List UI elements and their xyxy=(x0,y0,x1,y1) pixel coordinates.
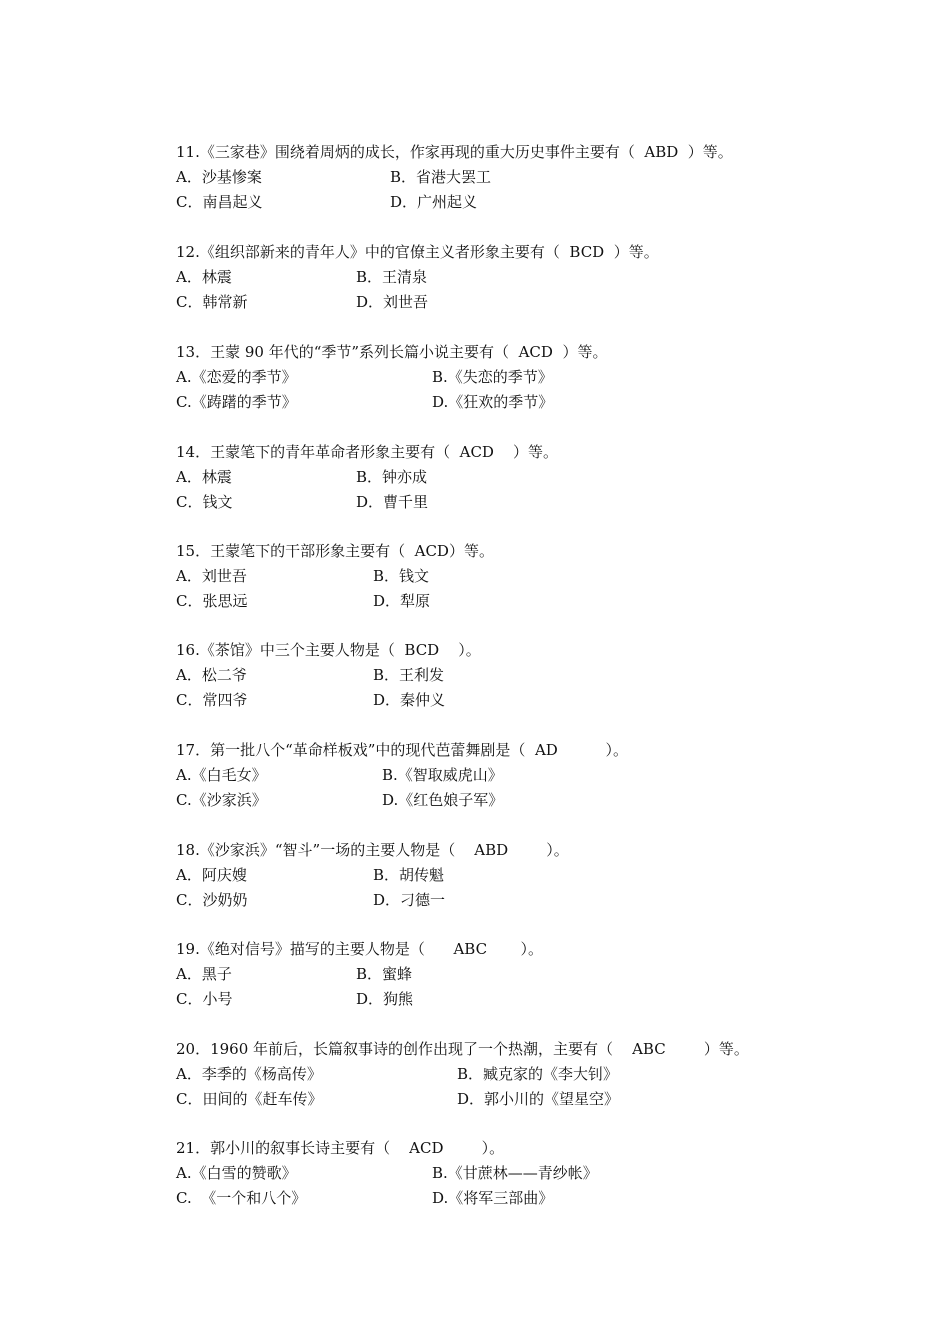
option-row xyxy=(176,1186,876,1211)
option-a: A．李季的《杨高传》 xyxy=(176,1065,322,1083)
option-row xyxy=(176,788,876,813)
option-d: D.《将军三部曲》 xyxy=(432,1189,554,1207)
option-a: A．黑子 xyxy=(176,965,232,983)
question-18 xyxy=(176,838,876,913)
option-c: C.《沙家浜》 xyxy=(176,791,267,809)
option-row xyxy=(176,165,876,190)
question-14 xyxy=(176,440,876,515)
option-d: D．狗熊 xyxy=(356,990,414,1008)
option-row xyxy=(176,589,876,614)
option-a: A.《恋爱的季节》 xyxy=(176,368,297,386)
option-c: C．钱文 xyxy=(176,493,233,511)
option-row xyxy=(176,763,876,788)
option-row xyxy=(176,863,876,888)
question-stem: 11.《三家巷》围绕着周炳的成长，作家再现的重大历史事件主要有（ ABD ）等。 xyxy=(176,143,733,161)
option-d: D.《狂欢的季节》 xyxy=(432,393,554,411)
option-a: A．林震 xyxy=(176,468,232,486)
question-stem: 19.《绝对信号》描写的主要人物是（ ABC ）。 xyxy=(176,940,543,958)
option-c: C.《踌躇的季节》 xyxy=(176,393,297,411)
option-b: B.《智取威虎山》 xyxy=(382,766,503,784)
option-c: C．沙奶奶 xyxy=(176,891,248,909)
option-row xyxy=(176,190,876,215)
option-c: C．田间的《赶车传》 xyxy=(176,1090,323,1108)
option-row xyxy=(176,465,876,490)
option-row xyxy=(176,290,876,315)
option-a: A.《白毛女》 xyxy=(176,766,267,784)
question-13 xyxy=(176,340,876,415)
question-20 xyxy=(176,1037,876,1112)
question-11 xyxy=(176,140,876,215)
option-row xyxy=(176,390,876,415)
option-row xyxy=(176,1087,876,1112)
question-stem: 13．王蒙 90 年代的“季节”系列长篇小说主要有（ ACD ）等。 xyxy=(176,343,608,361)
option-a: A．林震 xyxy=(176,268,232,286)
option-d: D．刁德一 xyxy=(373,891,446,909)
option-row xyxy=(176,962,876,987)
option-row xyxy=(176,1161,876,1186)
option-d: D．曹千里 xyxy=(356,493,429,511)
option-a: A．刘世吾 xyxy=(176,567,247,585)
option-b: B．蜜蜂 xyxy=(356,965,413,983)
option-row xyxy=(176,663,876,688)
option-b: B.《失恋的季节》 xyxy=(432,368,553,386)
option-d: D．刘世吾 xyxy=(356,293,429,311)
question-16 xyxy=(176,638,876,713)
question-15 xyxy=(176,539,876,614)
option-d: D．犁原 xyxy=(373,592,431,610)
question-12 xyxy=(176,240,876,315)
option-b: B．钟亦成 xyxy=(356,468,428,486)
option-row xyxy=(176,987,876,1012)
option-d: D.《红色娘子军》 xyxy=(382,791,504,809)
question-stem: 12.《组织部新来的青年人》中的官僚主义者形象主要有（ BCD ）等。 xyxy=(176,243,659,261)
option-row xyxy=(176,365,876,390)
option-row xyxy=(176,1062,876,1087)
option-b: B.《甘蔗林——青纱帐》 xyxy=(432,1164,598,1182)
option-c: C. 《一个和八个》 xyxy=(176,1189,307,1207)
question-19 xyxy=(176,937,876,1012)
question-stem: 21．郭小川的叙事长诗主要有（ ACD ）。 xyxy=(176,1139,505,1157)
question-21 xyxy=(176,1136,876,1211)
option-row xyxy=(176,888,876,913)
question-stem: 14．王蒙笔下的青年革命者形象主要有（ ACD ）等。 xyxy=(176,443,559,461)
option-c: C．小号 xyxy=(176,990,233,1008)
option-a: A.《白雪的赞歌》 xyxy=(176,1164,297,1182)
option-b: B．钱文 xyxy=(373,567,430,585)
option-d: D．秦仲义 xyxy=(373,691,446,709)
option-b: B．王利发 xyxy=(373,666,445,684)
option-a: A．松二爷 xyxy=(176,666,247,684)
option-b: B．王清泉 xyxy=(356,268,428,286)
option-b: B．省港大罢工 xyxy=(390,168,492,186)
question-stem: 20．1960 年前后，长篇叙事诗的创作出现了一个热潮，主要有（ ABC ）等。 xyxy=(176,1040,749,1058)
option-d: D．广州起义 xyxy=(390,193,478,211)
option-c: C．常四爷 xyxy=(176,691,248,709)
option-c: C．南昌起义 xyxy=(176,193,263,211)
option-c: C．韩常新 xyxy=(176,293,248,311)
option-row xyxy=(176,688,876,713)
question-stem: 16.《茶馆》中三个主要人物是（ BCD ）。 xyxy=(176,641,481,659)
option-row xyxy=(176,490,876,515)
option-c: C．张思远 xyxy=(176,592,248,610)
question-stem: 15．王蒙笔下的干部形象主要有（ ACD）等。 xyxy=(176,542,494,560)
question-stem: 17．第一批八个“革命样板戏”中的现代芭蕾舞剧是（ AD ）。 xyxy=(176,741,629,759)
option-b: B．臧克家的《李大钊》 xyxy=(457,1065,619,1083)
option-row xyxy=(176,564,876,589)
option-row xyxy=(176,265,876,290)
option-a: A．阿庆嫂 xyxy=(176,866,247,884)
option-d: D．郭小川的《望星空》 xyxy=(457,1090,620,1108)
question-stem: 18.《沙家浜》“智斗”一场的主要人物是（ ABD ）。 xyxy=(176,841,569,859)
question-17 xyxy=(176,738,876,813)
option-b: B．胡传魁 xyxy=(373,866,445,884)
option-a: A．沙基惨案 xyxy=(176,168,262,186)
